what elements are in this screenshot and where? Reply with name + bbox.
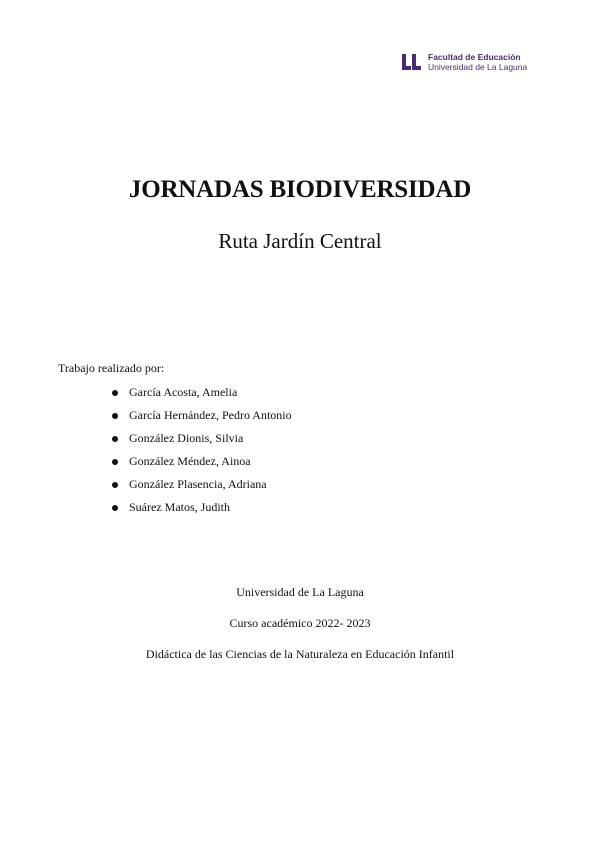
document-subtitle: Ruta Jardín Central bbox=[218, 229, 382, 253]
author-name: García Acosta, Amelia bbox=[129, 385, 238, 399]
author-item bbox=[112, 473, 292, 496]
author-item bbox=[112, 404, 292, 427]
author-item bbox=[112, 450, 292, 473]
bullet-icon bbox=[112, 436, 118, 442]
authors-list bbox=[112, 381, 292, 519]
bullet-icon bbox=[112, 505, 118, 511]
author-item bbox=[112, 427, 292, 450]
author-name: García Hernández, Pedro Antonio bbox=[129, 408, 292, 422]
authors-label: Trabajo realizado por: bbox=[58, 361, 165, 375]
author-item bbox=[112, 496, 292, 519]
document-title: JORNADAS BIODIVERSIDAD bbox=[128, 176, 472, 203]
bullet-icon bbox=[112, 459, 118, 465]
author-name: González Méndez, Ainoa bbox=[129, 454, 251, 468]
footer-course: Curso académico 2022- 2023 bbox=[229, 616, 371, 630]
logo-text bbox=[428, 52, 527, 72]
bullet-icon bbox=[112, 413, 118, 419]
logo-university-name: Universidad de La Laguna bbox=[428, 62, 528, 72]
logo-faculty-name: Facultad de Educación bbox=[428, 52, 521, 62]
author-name: González Dionis, Silvia bbox=[129, 431, 244, 445]
footer-university: Universidad de La Laguna bbox=[236, 585, 364, 599]
author-name: González Plasencia, Adriana bbox=[129, 477, 267, 491]
bullet-icon bbox=[112, 390, 118, 396]
author-name: Suárez Matos, Judith bbox=[129, 500, 230, 514]
faculty-logo bbox=[400, 52, 527, 72]
author-item bbox=[112, 381, 292, 404]
bullet-icon bbox=[112, 482, 118, 488]
ull-logo-icon bbox=[400, 53, 422, 71]
footer-subject: Didáctica de las Ciencias de la Naturaleza en Educación Infantil bbox=[145, 647, 455, 661]
